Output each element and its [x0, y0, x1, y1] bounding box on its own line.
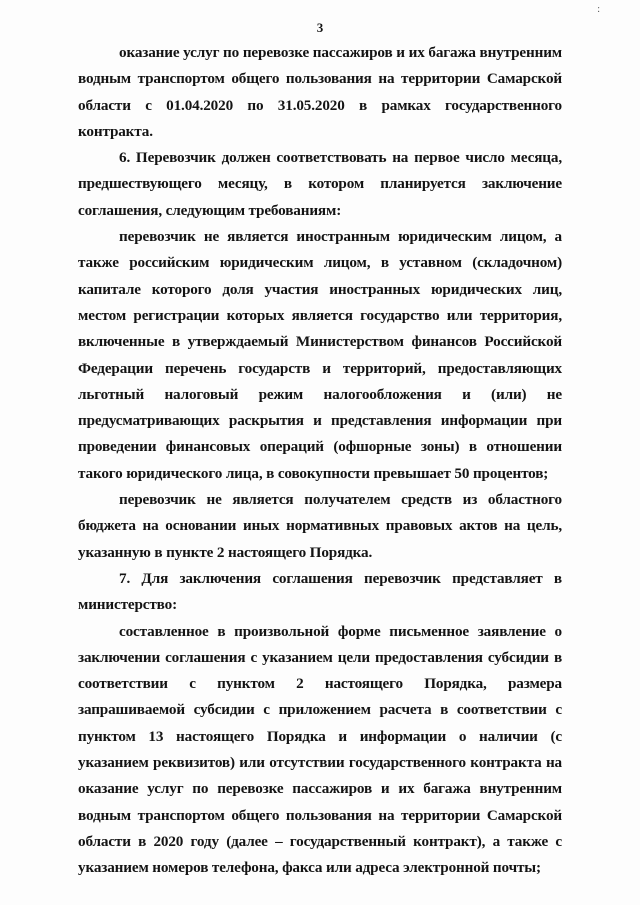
paragraph-continuation: оказание услуг по перевозке пассажиров и их багажа внутренним водным транспортом общего пользования на территории Самарской области с 01.04.2020 по 31.05.2020 в рамках государственного контракта.	[78, 44, 562, 140]
scan-mark: :	[597, 4, 600, 15]
paragraph-requirement-foreign-entity: перевозчик не является иностранным юридическим лицом, а также российским юридическим лицом, в уставном (складочном) капитале которого доля участия иностранных юридических лиц, местом регистрации которых является государство или территория, включенные в утверждаемый Министерством финансов Российской Федерации перечень государств и территорий, предоставляющих льготный налоговый режим налогообложения и (или) не предусматривающих раскрытия и представления информации при проведении финансовых операций (офшорные зоны) в отношении такого юридического лица, в совокупности превышает 50 процентов;	[78, 228, 562, 482]
page-number: 3	[316, 20, 324, 35]
paragraph-item-6: 6. Перевозчик должен соответствовать на первое число месяца, предшествующего месяцу, в котором планируется заключение соглашения, следующим требованиям:	[78, 149, 562, 219]
paragraph-item-7: 7. Для заключения соглашения перевозчик представляет в министерство:	[78, 569, 562, 614]
paragraph-requirement-budget-funds: перевозчик не является получателем средств из областного бюджета на основании иных нормативных правовых актов на цель, указанную в пункте 2 настоящего Порядка.	[78, 491, 562, 561]
paragraph-application-statement: составленное в произвольной форме письменное заявление о заключении соглашения с указанием цели предоставления субсидии в соответствии с пунктом 2 настоящего Порядка, размера запрашиваемой субсидии с приложением расчета в соответствии с пунктом 13 настоящего Порядка и информации о наличии (с указанием реквизитов) или отсутствии государственного контракта на оказание услуг по перевозке пассажиров и их багажа внутренним водным транспортом общего пользования на территории Самарской области в 2020 году (далее – государственный контракт), а также с указанием номеров телефона, факса или адреса электронной почты;	[78, 622, 562, 877]
document-body	[78, 40, 562, 882]
